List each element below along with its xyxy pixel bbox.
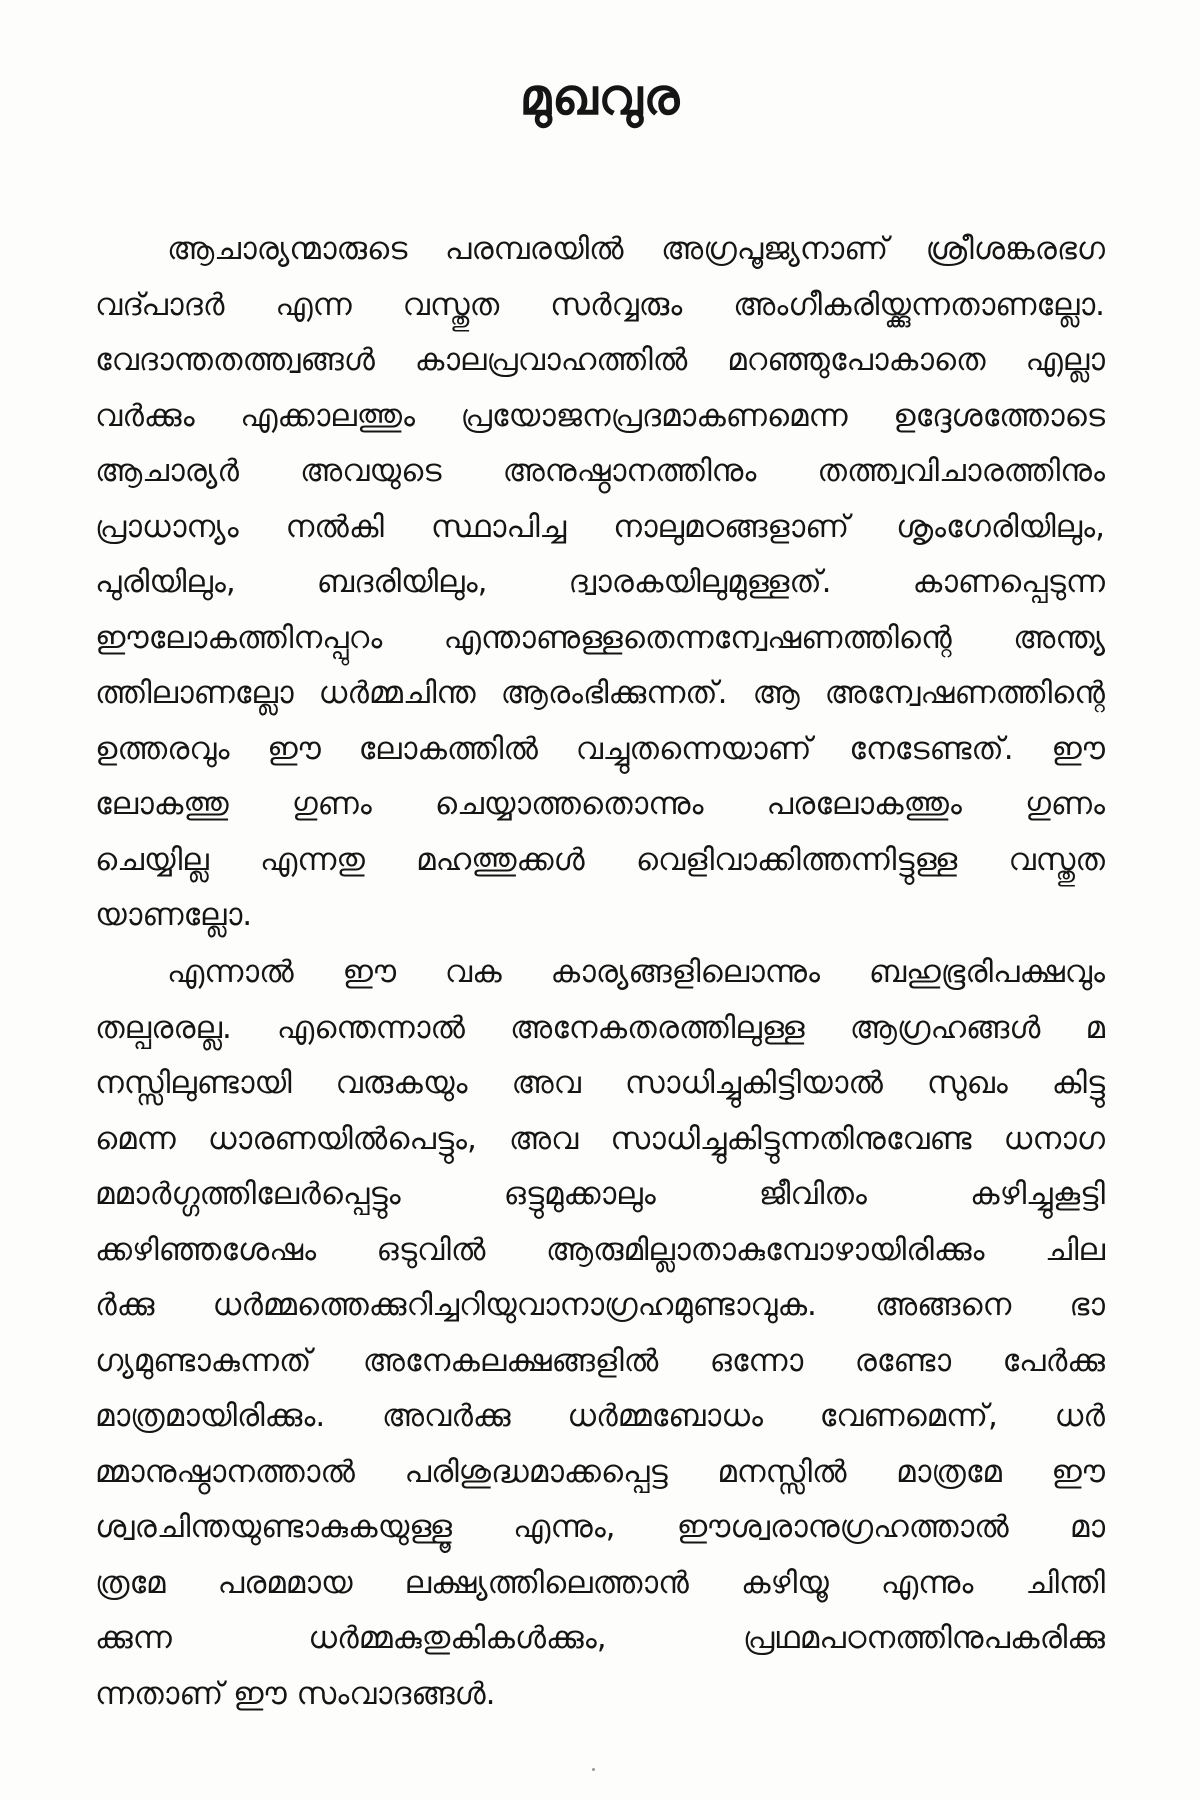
text-line: ന്നതാണ് ഈ സംവാദങ്ങൾ. — [95, 1675, 496, 1712]
text-line: വേദാന്തതത്ത്വങ്ങൾ കാലപ്രവാഹത്തിൽ മറഞ്ഞുപോകാതെ എല്ലാ — [95, 342, 1105, 378]
text-line: ശ്വരചിന്തയുണ്ടാകുകയുള്ളൂ എന്നും, ഈശ്വരാനുഗ്രഹത്താൽ മാ — [95, 1509, 1105, 1545]
page-title: മുഖവുര — [519, 68, 681, 126]
text-line: വർക്കും എക്കാലത്തും പ്രയോജനപ്രദമാകണമെന്ന ഉദ്ദേശത്തോടെ — [95, 397, 1105, 434]
text-line: ആചാര്യർ അവയുടെ അനുഷ്ഠാനത്തിനും തത്ത്വവിചാരത്തിനും — [95, 453, 1105, 489]
paragraph-1 — [95, 222, 1105, 944]
text-line: നസ്സിലുണ്ടായി വരുകയും അവ സാധിച്ചുകിട്ടിയാൽ സുഖം കിട്ടു — [95, 1065, 1105, 1101]
text-line: ഉത്തരവും ഈ ലോകത്തിൽ വച്ചുതന്നെയാണ് നേടേണ്ടത്. ഈ — [95, 730, 1105, 767]
text-line: മെന്ന ധാരണയിൽപെട്ടും, അവ സാധിച്ചുകിട്ടുന്നതിനുവേണ്ട ധനാഗ — [95, 1120, 1105, 1157]
text-line: മാത്രമായിരിക്കും. അവർക്കു ധർമ്മബോധം വേണമെന്ന്, ധർ — [95, 1398, 1105, 1434]
text-line: പുരിയിലും, ബദരിയിലും, ദ്വാരകയിലുമുള്ളത്. കാണപ്പെടുന്ന — [95, 564, 1105, 600]
text-line: ർക്കു ധർമ്മത്തെക്കുറിച്ചറിയുവാനാഗ്രഹമുണ്ടാവുക. അങ്ങനെ ഭാ — [95, 1287, 1105, 1323]
text-line: ഗ്യമുണ്ടാകുന്നത് അനേകലക്ഷങ്ങളിൽ ഒന്നോ രണ്ടോ പേർക്കു — [95, 1342, 1105, 1379]
text-line: മ്മാനുഷ്ഠാനത്താൽ പരിശുദ്ധമാക്കപ്പെട്ട മനസ്സിൽ മാത്രമേ ഈ — [95, 1453, 1105, 1490]
text-line: ചെയ്യില്ല എന്നതു മഹത്തുക്കൾ വെളിവാക്കിത്തന്നിട്ടുള്ള വസ്തുത — [95, 841, 1105, 878]
text-line: വദ്പാദർ എന്ന വസ്തുത സർവ്വരും അംഗീകരിയ്ക്കുന്നതാണല്ലോ. — [95, 286, 1105, 323]
text-line: ആചാര്യന്മാരുടെ പരമ്പരയിൽ അഗ്രപൂജ്യനാണ് ശ്രീശങ്കരഭഗ — [167, 231, 1105, 267]
text-line: ത്തിലാണല്ലോ ധർമ്മചിന്ത ആരംഭിക്കുന്നത്. ആ അന്വേഷണത്തിന്റെ — [95, 675, 1105, 711]
text-line: യാണല്ലോ. — [95, 897, 253, 933]
text-line: തല്പരരല്ല. എന്തെന്നാൽ അനേകതരത്തിലുള്ള ആഗ്രഹങ്ങൾ മ — [95, 1009, 1105, 1046]
paragraph-2 — [95, 945, 1105, 1722]
text-line: എന്നാൽ ഈ വക കാര്യങ്ങളിലൊന്നും ബഹുഭൂരിപക്ഷവും — [167, 954, 1105, 990]
text-line: ക്കുന്ന ധർമ്മകുതുകികൾക്കും, പ്രഥമപഠനത്തിനുപകരിക്കു — [95, 1620, 1105, 1656]
text-line: ഈലോകത്തിനപ്പുറം എന്താണുള്ളതെന്നന്വേഷണത്തിന്റെ അന്ത്യ — [95, 619, 1105, 656]
text-line: മമാർഗ്ഗത്തിലേർപ്പെട്ടും ഒട്ടുമുക്കാലും ജീവിതം കഴിച്ചുകൂട്ടി — [95, 1176, 1105, 1212]
text-line: ക്കഴിഞ്ഞശേഷം ഒടുവിൽ ആരുമില്ലാതാകുമ്പോഴായിരിക്കും ചില — [95, 1231, 1105, 1268]
text-line: ലോകത്തു ഗുണം ചെയ്യാത്തതൊന്നും പരലോകത്തും ഗുണം — [95, 786, 1105, 822]
text-line: പ്രാധാന്യം നൽകി സ്ഥാപിച്ച നാലുമഠങ്ങളാണ് ശൃംഗേരിയിലും, — [95, 508, 1105, 545]
scan-speck — [592, 1768, 595, 1771]
text-line: ത്രമേ പരമമായ ലക്ഷ്യത്തിലെത്താൻ കഴിയൂ എന്നും ചിന്തി — [95, 1564, 1105, 1601]
